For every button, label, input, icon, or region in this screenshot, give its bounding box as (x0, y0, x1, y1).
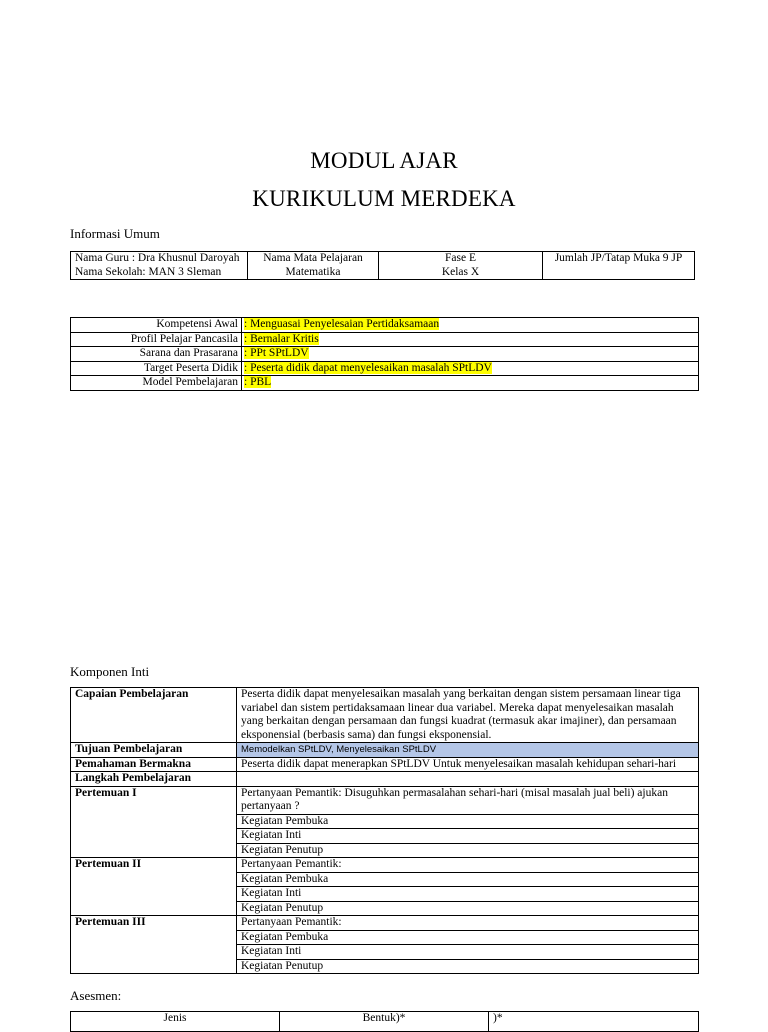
kompetensi-row (71, 318, 699, 333)
capaian-line: eksponensial (berbasis sama) dan fungsi eksponensial. (241, 728, 492, 741)
kompetensi-value: : Bernalar Kritis (244, 332, 319, 345)
mata-pelajaran-value: Matematika (285, 265, 341, 278)
guru-sekolah-cell (71, 252, 248, 280)
tujuan-row (71, 743, 699, 758)
kompetensi-label: Model Pembelajaran (71, 376, 242, 391)
langkah-label: Langkah Pembelajaran (71, 772, 237, 787)
asesmen-header-bentuk: Bentuk)* (280, 1012, 489, 1032)
kegiatan-inti: Kegiatan Inti (237, 829, 699, 844)
capaian-line: Peserta didik dapat menyelesaikan masalah yang berkaitan dengan sistem persamaan linear tiga (241, 688, 681, 700)
kegiatan-penutup: Kegiatan Penutup (237, 901, 699, 916)
mata-pelajaran-label: Nama Mata Pelajaran (263, 252, 363, 264)
kompetensi-value-cell (242, 347, 699, 362)
document-title-line1: MODUL AJAR (310, 148, 458, 173)
pertemuan-2-pemantik-row (71, 858, 699, 873)
kompetensi-value-cell (242, 318, 699, 333)
kegiatan-penutup: Kegiatan Penutup (237, 959, 699, 974)
kompetensi-table (70, 317, 699, 391)
kompetensi-value-cell (242, 361, 699, 376)
fase-kelas-cell (379, 252, 543, 280)
kompetensi-value: : Menguasai Penyelesaian Pertidaksamaan (244, 318, 440, 330)
kompetensi-label: Sarana dan Prasarana (71, 347, 242, 362)
kompetensi-value-cell (242, 376, 699, 391)
pertemuan-3-label: Pertemuan III (71, 916, 237, 974)
kegiatan-pembuka: Kegiatan Pembuka (237, 814, 699, 829)
kompetensi-row (71, 361, 699, 376)
kelas: Kelas X (441, 265, 480, 278)
kompetensi-value: : Peserta didik dapat menyelesaikan masalah SPtLDV (244, 361, 492, 374)
pemahaman-value: Peserta didik dapat menerapkan SPtLDV Untuk menyelesaikan masalah kehidupan sehari-hari (237, 757, 699, 772)
asesmen-table (70, 1011, 699, 1032)
langkah-row (71, 772, 699, 787)
kegiatan-inti: Kegiatan Inti (237, 887, 699, 902)
langkah-value (237, 772, 699, 787)
capaian-value (237, 688, 699, 743)
kompetensi-label: Kompetensi Awal (71, 318, 242, 333)
jumlah-jp-cell (543, 252, 695, 280)
mata-pelajaran-cell (248, 252, 379, 280)
kegiatan-penutup: Kegiatan Penutup (237, 843, 699, 858)
komponen-inti-heading: Komponen Inti (70, 664, 150, 679)
pemantik-cell (237, 786, 699, 814)
asesmen-header-3: )* (489, 1012, 699, 1032)
asesmen-header-jenis: Jenis (71, 1012, 280, 1032)
pertemuan-1-pemantik-row (71, 786, 699, 814)
pemahaman-row (71, 757, 699, 772)
kompetensi-row (71, 376, 699, 391)
jumlah-jp: Jumlah JP/Tatap Muka 9 JP (554, 252, 683, 264)
pemahaman-label: Pemahaman Bermakna (71, 757, 237, 772)
kompetensi-row (71, 332, 699, 347)
asesmen-heading: Asesmen: (70, 988, 122, 1003)
kompetensi-value: : PBL (244, 376, 272, 388)
document-title-line2: KURIKULUM MERDEKA (252, 186, 516, 211)
kegiatan-inti: Kegiatan Inti (237, 945, 699, 960)
kompetensi-row (71, 347, 699, 362)
informasi-umum-table (70, 251, 695, 280)
pemantik-line: Pertanyaan Pemantik: Disuguhkan permasalahan sehari-hari (misal masalah jual beli) ajukan (241, 786, 668, 799)
kompetensi-label: Profil Pelajar Pancasila (71, 332, 242, 347)
capaian-line: variabel dan sistem pertidaksamaan linear dua variabel. Mereka dapat menyelesaikan masalah (241, 701, 674, 714)
kegiatan-pembuka: Kegiatan Pembuka (237, 930, 699, 945)
nama-sekolah: Nama Sekolah: MAN 3 Sleman (75, 265, 222, 278)
pertemuan-2-label: Pertemuan II (71, 858, 237, 916)
tujuan-value: Memodelkan SPtLDV, Menyelesaikan SPtLDV (237, 743, 699, 758)
kegiatan-pembuka: Kegiatan Pembuka (237, 872, 699, 887)
kompetensi-label: Target Peserta Didik (71, 361, 242, 376)
informasi-umum-heading: Informasi Umum (70, 226, 160, 241)
capaian-line: yang berkaitan dengan persamaan dan fungsi kuadrat (termasuk akar imajiner), dan persamaan (241, 715, 677, 727)
kompetensi-value: : PPt SPtLDV (244, 347, 309, 359)
capaian-row (71, 688, 699, 743)
pemantik-cell: Pertanyaan Pemantik: (237, 916, 699, 931)
pemantik-line: pertanyaan ? (241, 800, 300, 812)
nama-guru: Nama Guru : Dra Khusnul Daroyah (75, 252, 240, 264)
tujuan-label: Tujuan Pembelajaran (71, 743, 237, 758)
capaian-label: Capaian Pembelajaran (71, 688, 237, 743)
pertemuan-1-label: Pertemuan I (71, 786, 237, 858)
pertemuan-3-pemantik-row (71, 916, 699, 931)
kompetensi-value-cell (242, 332, 699, 347)
pemantik-cell: Pertanyaan Pemantik: (237, 858, 699, 873)
komponen-inti-table (70, 687, 699, 974)
fase: Fase E (445, 252, 476, 264)
